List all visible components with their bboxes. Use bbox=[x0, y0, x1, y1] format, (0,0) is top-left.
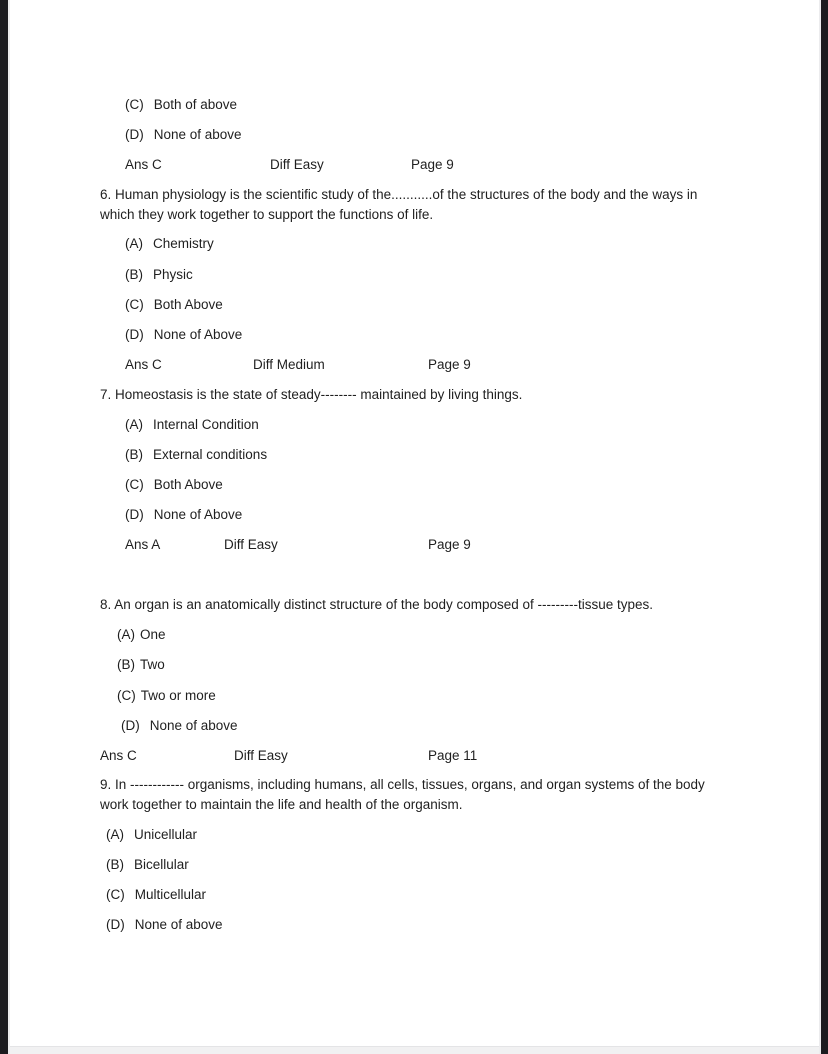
option-row bbox=[125, 295, 223, 315]
answer-value: Ans C bbox=[125, 357, 162, 372]
option-text: Two or more bbox=[140, 688, 216, 703]
option-label: (D) bbox=[121, 718, 140, 733]
page-ref: Page 9 bbox=[428, 537, 471, 552]
option-label: (A) bbox=[125, 417, 143, 432]
difficulty-value: Diff Easy bbox=[224, 537, 278, 552]
page-ref: Page 9 bbox=[428, 357, 471, 372]
option-row bbox=[125, 415, 259, 435]
difficulty-value: Diff Medium bbox=[253, 357, 325, 372]
option-row bbox=[121, 716, 238, 736]
question-text bbox=[100, 595, 718, 615]
option-label: (B) bbox=[106, 857, 124, 872]
option-label: (B) bbox=[125, 267, 143, 282]
question-number: 8. bbox=[100, 597, 112, 612]
question-body: Human physiology is the scientific study of the...........of the structures of the body and the ways in which they work together to support the functions of life. bbox=[100, 187, 698, 222]
option-text: Both Above bbox=[153, 297, 223, 312]
option-text: One bbox=[140, 627, 166, 642]
option-label: (A) bbox=[125, 236, 143, 251]
option-row bbox=[117, 655, 165, 675]
option-label: (C) bbox=[125, 97, 144, 112]
option-row bbox=[125, 265, 193, 285]
option-row bbox=[125, 445, 267, 465]
option-label: (D) bbox=[106, 917, 125, 932]
option-label: (A) bbox=[117, 627, 135, 642]
page-ref: Page 11 bbox=[428, 748, 478, 763]
option-text: None of Above bbox=[153, 507, 243, 522]
option-label: (C) bbox=[125, 297, 144, 312]
option-row bbox=[117, 625, 166, 645]
option-label: (B) bbox=[117, 657, 135, 672]
option-text: Internal Condition bbox=[153, 417, 259, 432]
question-body: Homeostasis is the state of steady-------- maintained by living things. bbox=[115, 387, 523, 402]
option-row bbox=[106, 825, 197, 845]
option-text: None of above bbox=[134, 917, 223, 932]
option-row bbox=[125, 505, 242, 525]
option-label: (C) bbox=[106, 887, 125, 902]
page-ref: Page 9 bbox=[411, 157, 454, 172]
option-text: None of above bbox=[149, 718, 238, 733]
question-text bbox=[100, 385, 718, 405]
option-label: (A) bbox=[106, 827, 124, 842]
option-text: Unicellular bbox=[134, 827, 198, 842]
option-row bbox=[106, 885, 206, 905]
option-label: (D) bbox=[125, 127, 144, 142]
question-number: 9. bbox=[100, 777, 112, 792]
viewer-left-edge bbox=[0, 0, 10, 1054]
option-text: Two bbox=[140, 657, 165, 672]
question-number: 7. bbox=[100, 387, 112, 402]
difficulty-value: Diff Easy bbox=[234, 748, 288, 763]
question-body: An organ is an anatomically distinct structure of the body composed of ---------tissue types. bbox=[114, 597, 654, 612]
option-row bbox=[125, 475, 223, 495]
option-row bbox=[125, 234, 214, 254]
option-text: Bicellular bbox=[134, 857, 189, 872]
option-text: None of above bbox=[153, 127, 242, 142]
option-text: Both of above bbox=[153, 97, 238, 112]
option-label: (C) bbox=[117, 688, 136, 703]
option-text: Physic bbox=[153, 267, 193, 282]
question-body: In ------------ organisms, including humans, all cells, tissues, organs, and organ systems of the body work together to maintain the life and health of the organism. bbox=[100, 777, 705, 812]
option-row bbox=[117, 686, 216, 706]
option-label: (C) bbox=[125, 477, 144, 492]
answer-value: Ans C bbox=[125, 157, 162, 172]
viewer-right-edge bbox=[819, 0, 828, 1054]
option-text: External conditions bbox=[153, 447, 268, 462]
difficulty-value: Diff Easy bbox=[270, 157, 324, 172]
option-row bbox=[106, 915, 223, 935]
option-row bbox=[125, 95, 237, 115]
answer-value: Ans A bbox=[125, 537, 161, 552]
viewer-bottom-bar bbox=[0, 1046, 828, 1054]
option-text: None of Above bbox=[153, 327, 243, 342]
option-text: Both Above bbox=[153, 477, 223, 492]
option-row bbox=[106, 855, 189, 875]
question-text bbox=[100, 185, 718, 225]
option-text: Chemistry bbox=[153, 236, 214, 251]
question-number: 6. bbox=[100, 187, 112, 202]
question-text bbox=[100, 775, 718, 815]
answer-value: Ans C bbox=[100, 748, 137, 763]
option-row bbox=[125, 325, 242, 345]
option-text: Multicellular bbox=[134, 887, 207, 902]
option-label: (D) bbox=[125, 507, 144, 522]
option-row bbox=[125, 125, 242, 145]
option-label: (B) bbox=[125, 447, 143, 462]
option-label: (D) bbox=[125, 327, 144, 342]
